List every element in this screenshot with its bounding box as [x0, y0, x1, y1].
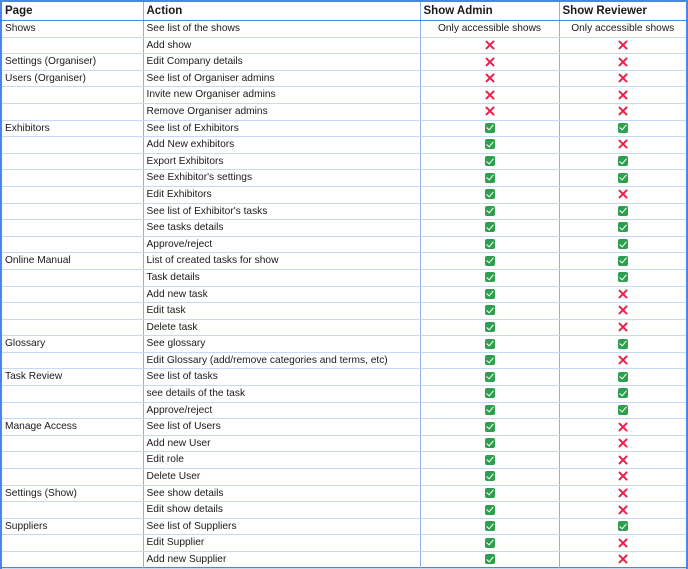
table-row: [2, 518, 686, 535]
table-row: [2, 70, 686, 87]
action-cell: Approve/reject: [143, 402, 420, 419]
show-reviewer-permission-cell: [559, 120, 686, 137]
check-icon: [485, 488, 495, 498]
page-cell: [2, 303, 143, 320]
check-icon: [485, 455, 495, 465]
table-row: [2, 386, 686, 403]
action-cell: Approve/reject: [143, 236, 420, 253]
check-icon: [485, 554, 495, 564]
show-reviewer-permission-cell: [559, 153, 686, 170]
page-cell: Online Manual: [2, 253, 143, 270]
header-page: Page: [2, 2, 143, 21]
show-reviewer-permission-cell: [559, 402, 686, 419]
cross-icon: [618, 289, 628, 299]
table-row: [2, 269, 686, 286]
page-cell: [2, 186, 143, 203]
cross-icon: [485, 57, 495, 67]
table-row: [2, 236, 686, 253]
check-icon: [485, 422, 495, 432]
cross-icon: [618, 57, 628, 67]
cross-icon: [485, 73, 495, 83]
show-admin-permission-cell: [420, 435, 559, 452]
action-cell: See list of tasks: [143, 369, 420, 386]
show-reviewer-permission-cell: [559, 369, 686, 386]
table-row: [2, 87, 686, 104]
action-cell: Remove Organiser admins: [143, 103, 420, 120]
page-cell: Manage Access: [2, 419, 143, 436]
check-icon: [618, 123, 628, 133]
table-row: [2, 352, 686, 369]
table-row: [2, 220, 686, 237]
page-cell: [2, 535, 143, 552]
show-admin-permission-cell: [420, 535, 559, 552]
cross-icon: [618, 422, 628, 432]
action-cell: See show details: [143, 485, 420, 502]
page-cell: [2, 319, 143, 336]
check-icon: [618, 156, 628, 166]
show-reviewer-permission-cell: [559, 54, 686, 71]
page-cell: [2, 103, 143, 120]
show-admin-permission-cell: [420, 485, 559, 502]
show-admin-permission-text: Only accessible shows: [420, 21, 559, 38]
show-admin-permission-cell: [420, 220, 559, 237]
cross-icon: [485, 90, 495, 100]
show-reviewer-permission-cell: [559, 286, 686, 303]
show-admin-permission-cell: [420, 120, 559, 137]
table-row: [2, 203, 686, 220]
show-reviewer-permission-cell: [559, 319, 686, 336]
table-row: [2, 485, 686, 502]
page-cell: Task Review: [2, 369, 143, 386]
action-cell: Edit Exhibitors: [143, 186, 420, 203]
page-cell: Suppliers: [2, 518, 143, 535]
show-reviewer-permission-cell: [559, 170, 686, 187]
show-admin-permission-cell: [420, 419, 559, 436]
action-cell: Add show: [143, 37, 420, 54]
page-cell: [2, 469, 143, 486]
show-reviewer-permission-cell: [559, 435, 686, 452]
action-cell: See tasks details: [143, 220, 420, 237]
page-cell: Exhibitors: [2, 120, 143, 137]
page-cell: [2, 269, 143, 286]
check-icon: [485, 405, 495, 415]
action-cell: See list of Organiser admins: [143, 70, 420, 87]
cross-icon: [485, 40, 495, 50]
page-cell: [2, 286, 143, 303]
show-admin-permission-cell: [420, 552, 559, 569]
check-icon: [485, 239, 495, 249]
action-cell: Add new Supplier: [143, 552, 420, 569]
show-admin-permission-cell: [420, 70, 559, 87]
check-icon: [485, 256, 495, 266]
cross-icon: [618, 471, 628, 481]
action-cell: Delete User: [143, 469, 420, 486]
show-reviewer-permission-cell: [559, 303, 686, 320]
cross-icon: [618, 73, 628, 83]
check-icon: [618, 222, 628, 232]
show-reviewer-permission-cell: [559, 220, 686, 237]
action-cell: See list of Suppliers: [143, 518, 420, 535]
action-cell: See list of Exhibitors: [143, 120, 420, 137]
check-icon: [485, 189, 495, 199]
check-icon: [485, 173, 495, 183]
check-icon: [618, 521, 628, 531]
show-admin-permission-cell: [420, 54, 559, 71]
check-icon: [485, 438, 495, 448]
cross-icon: [618, 40, 628, 50]
action-cell: Add new task: [143, 286, 420, 303]
page-cell: [2, 153, 143, 170]
check-icon: [485, 156, 495, 166]
cross-icon: [618, 106, 628, 116]
show-reviewer-permission-cell: [559, 203, 686, 220]
action-cell: Edit show details: [143, 502, 420, 519]
show-admin-permission-cell: [420, 303, 559, 320]
action-cell: Add new User: [143, 435, 420, 452]
check-icon: [485, 123, 495, 133]
table-row: [2, 336, 686, 353]
table-row: [2, 37, 686, 54]
check-icon: [618, 372, 628, 382]
header-row: [2, 2, 686, 21]
show-admin-permission-cell: [420, 402, 559, 419]
show-admin-permission-cell: [420, 103, 559, 120]
page-cell: Settings (Organiser): [2, 54, 143, 71]
page-cell: Users (Organiser): [2, 70, 143, 87]
show-admin-permission-cell: [420, 386, 559, 403]
page-cell: Settings (Show): [2, 485, 143, 502]
show-admin-permission-cell: [420, 269, 559, 286]
page-cell: [2, 352, 143, 369]
action-cell: See glossary: [143, 336, 420, 353]
show-admin-permission-cell: [420, 253, 559, 270]
header-show-reviewer: Show Reviewer: [559, 2, 686, 21]
show-reviewer-permission-cell: [559, 502, 686, 519]
table-row: [2, 286, 686, 303]
show-admin-permission-cell: [420, 37, 559, 54]
check-icon: [485, 339, 495, 349]
show-admin-permission-cell: [420, 203, 559, 220]
action-cell: Add New exhibitors: [143, 137, 420, 154]
show-reviewer-permission-cell: [559, 87, 686, 104]
check-icon: [618, 173, 628, 183]
check-icon: [485, 521, 495, 531]
table-row: [2, 253, 686, 270]
show-reviewer-permission-cell: [559, 336, 686, 353]
check-icon: [485, 388, 495, 398]
show-admin-permission-cell: [420, 319, 559, 336]
check-icon: [618, 405, 628, 415]
show-admin-permission-cell: [420, 469, 559, 486]
action-cell: See list of Users: [143, 419, 420, 436]
header-action: Action: [143, 2, 420, 21]
show-admin-permission-cell: [420, 352, 559, 369]
check-icon: [485, 272, 495, 282]
cross-icon: [618, 554, 628, 564]
show-admin-permission-cell: [420, 336, 559, 353]
page-cell: [2, 552, 143, 569]
check-icon: [618, 388, 628, 398]
show-reviewer-permission-cell: [559, 269, 686, 286]
table-row: [2, 419, 686, 436]
action-cell: Edit Supplier: [143, 535, 420, 552]
show-admin-permission-cell: [420, 518, 559, 535]
cross-icon: [618, 438, 628, 448]
permissions-table: [2, 2, 686, 569]
show-reviewer-permission-cell: [559, 70, 686, 87]
table-row: [2, 54, 686, 71]
show-reviewer-permission-cell: [559, 352, 686, 369]
show-admin-permission-cell: [420, 502, 559, 519]
check-icon: [618, 239, 628, 249]
table-row: [2, 303, 686, 320]
table-row: [2, 435, 686, 452]
cross-icon: [618, 90, 628, 100]
show-reviewer-permission-cell: [559, 518, 686, 535]
action-cell: See list of Exhibitor's tasks: [143, 203, 420, 220]
cross-icon: [485, 106, 495, 116]
check-icon: [485, 139, 495, 149]
table-row: [2, 502, 686, 519]
cross-icon: [618, 505, 628, 515]
table-row: [2, 319, 686, 336]
page-cell: [2, 386, 143, 403]
table-row: [2, 186, 686, 203]
show-reviewer-permission-cell: [559, 253, 686, 270]
check-icon: [618, 206, 628, 216]
show-reviewer-permission-cell: [559, 37, 686, 54]
page-cell: [2, 137, 143, 154]
cross-icon: [618, 189, 628, 199]
check-icon: [618, 339, 628, 349]
show-reviewer-permission-cell: [559, 419, 686, 436]
show-reviewer-permission-cell: [559, 103, 686, 120]
show-admin-permission-cell: [420, 369, 559, 386]
page-cell: [2, 37, 143, 54]
page-cell: [2, 236, 143, 253]
action-cell: See list of the shows: [143, 21, 420, 38]
table-row: [2, 137, 686, 154]
header-show-admin: Show Admin: [420, 2, 559, 21]
show-admin-permission-cell: [420, 286, 559, 303]
action-cell: Edit Glossary (add/remove categories and terms, etc): [143, 352, 420, 369]
page-cell: [2, 502, 143, 519]
action-cell: List of created tasks for show: [143, 253, 420, 270]
show-reviewer-permission-cell: [559, 535, 686, 552]
check-icon: [485, 222, 495, 232]
cross-icon: [618, 488, 628, 498]
table-row: [2, 120, 686, 137]
page-cell: [2, 203, 143, 220]
cross-icon: [618, 305, 628, 315]
table-row: [2, 452, 686, 469]
show-reviewer-permission-cell: [559, 485, 686, 502]
page-cell: [2, 435, 143, 452]
page-cell: [2, 452, 143, 469]
show-admin-permission-cell: [420, 170, 559, 187]
page-cell: [2, 402, 143, 419]
table-row: [2, 103, 686, 120]
cross-icon: [618, 139, 628, 149]
show-reviewer-permission-text: Only accessible shows: [559, 21, 686, 38]
cross-icon: [618, 455, 628, 465]
show-reviewer-permission-cell: [559, 236, 686, 253]
table-row: [2, 469, 686, 486]
show-reviewer-permission-cell: [559, 552, 686, 569]
action-cell: Task details: [143, 269, 420, 286]
show-admin-permission-cell: [420, 153, 559, 170]
show-admin-permission-cell: [420, 87, 559, 104]
page-cell: [2, 170, 143, 187]
check-icon: [485, 471, 495, 481]
action-cell: Edit role: [143, 452, 420, 469]
page-cell: [2, 220, 143, 237]
table-body: [2, 21, 686, 569]
cross-icon: [618, 322, 628, 332]
check-icon: [485, 305, 495, 315]
table-row: [2, 535, 686, 552]
show-reviewer-permission-cell: [559, 452, 686, 469]
action-cell: Invite new Organiser admins: [143, 87, 420, 104]
page-cell: Shows: [2, 21, 143, 38]
show-reviewer-permission-cell: [559, 137, 686, 154]
show-admin-permission-cell: [420, 137, 559, 154]
check-icon: [618, 256, 628, 266]
check-icon: [485, 538, 495, 548]
check-icon: [485, 289, 495, 299]
check-icon: [485, 505, 495, 515]
action-cell: See Exhibitor's settings: [143, 170, 420, 187]
table-row: [2, 402, 686, 419]
action-cell: Delete task: [143, 319, 420, 336]
cross-icon: [618, 355, 628, 365]
check-icon: [485, 206, 495, 216]
action-cell: Export Exhibitors: [143, 153, 420, 170]
page-cell: [2, 87, 143, 104]
show-reviewer-permission-cell: [559, 469, 686, 486]
table-row: [2, 153, 686, 170]
show-reviewer-permission-cell: [559, 186, 686, 203]
show-admin-permission-cell: [420, 452, 559, 469]
show-admin-permission-cell: [420, 186, 559, 203]
action-cell: Edit Company details: [143, 54, 420, 71]
cross-icon: [618, 538, 628, 548]
check-icon: [485, 322, 495, 332]
action-cell: Edit task: [143, 303, 420, 320]
check-icon: [485, 355, 495, 365]
table-row: [2, 21, 686, 38]
action-cell: see details of the task: [143, 386, 420, 403]
check-icon: [485, 372, 495, 382]
table-row: [2, 170, 686, 187]
check-icon: [618, 272, 628, 282]
table-row: [2, 552, 686, 569]
page-cell: Glossary: [2, 336, 143, 353]
show-reviewer-permission-cell: [559, 386, 686, 403]
show-admin-permission-cell: [420, 236, 559, 253]
table-row: [2, 369, 686, 386]
